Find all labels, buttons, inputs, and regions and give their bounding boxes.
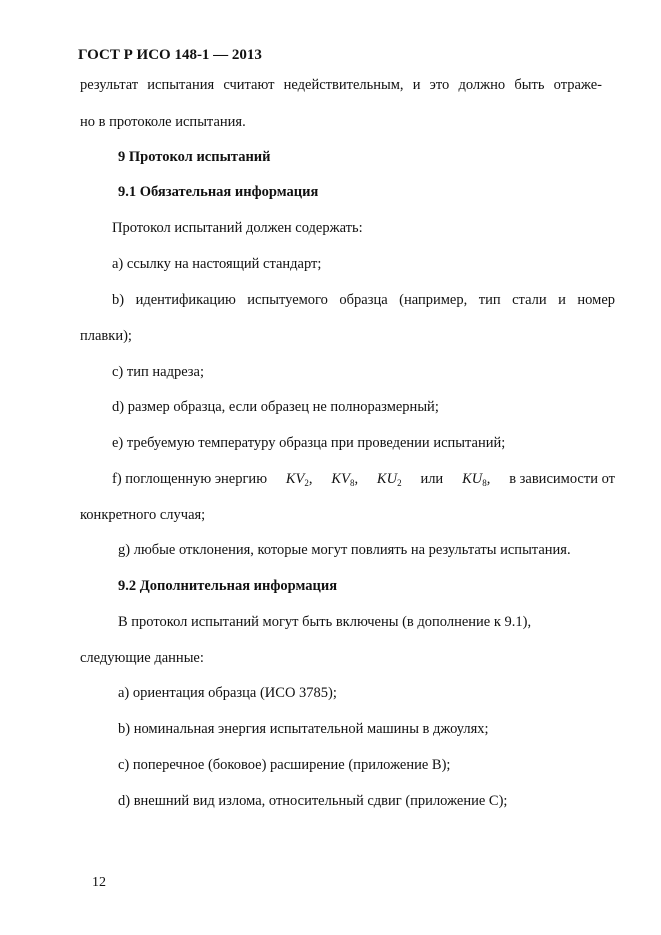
section-heading-9: 9 Протокол испытаний [118,149,271,165]
list-item-continuation: конкретного случая; [80,507,206,523]
paragraph-line: но в протоколе испытания. [80,114,246,130]
list-item: a) ссылку на настоящий стандарт; [112,256,322,272]
symbol-kv2: $KV_2$, [285,471,313,488]
list-item: d) размер образца, если образец не полноразмерный; [112,399,439,415]
list-item: b) идентификацию испытуемого образца (например, тип стали и номер [112,292,615,308]
list-item-f [112,470,615,488]
list-item: e) требуемую температуру образца при проведении испытаний; [112,435,506,451]
document-header-title: ГОСТ Р ИСО 148-1 — 2013 [78,47,262,63]
paragraph-line: Протокол испытаний должен содержать: [112,220,363,236]
symbol-kv8: $KV_8$, [331,471,359,488]
paragraph-line: следующие данные: [80,650,204,666]
list-item: b) номинальная энергия испытательной машины в джоулях; [118,721,489,737]
symbol-ku8: $KU_8$, [462,471,491,488]
paragraph-line: В протокол испытаний могут быть включены (в дополнение к 9.1), [118,614,532,630]
page-number: 12 [92,875,106,890]
symbol-ku2: $KU_2$ [376,471,402,488]
paragraph-line: результат испытания считают недействительным, и это должно быть отраже- [80,77,602,93]
subsection-heading-9-1: 9.1 Обязательная информация [118,184,319,200]
list-item: g) любые отклонения, которые могут повлиять на результаты испытания. [118,542,571,558]
f-or: или [420,471,444,487]
f-prefix: f) поглощенную энергию [112,471,268,487]
f-suffix: в зависимости от [509,471,615,487]
subsection-heading-9-2: 9.2 Дополнительная информация [118,578,338,594]
list-item: c) тип надреза; [112,364,204,380]
list-item: c) поперечное (боковое) расширение (приложение B); [118,757,451,773]
list-item: d) внешний вид излома, относительный сдвиг (приложение C); [118,793,508,809]
list-item: a) ориентация образца (ИСО 3785); [118,685,337,701]
list-item-continuation: плавки); [80,328,132,344]
